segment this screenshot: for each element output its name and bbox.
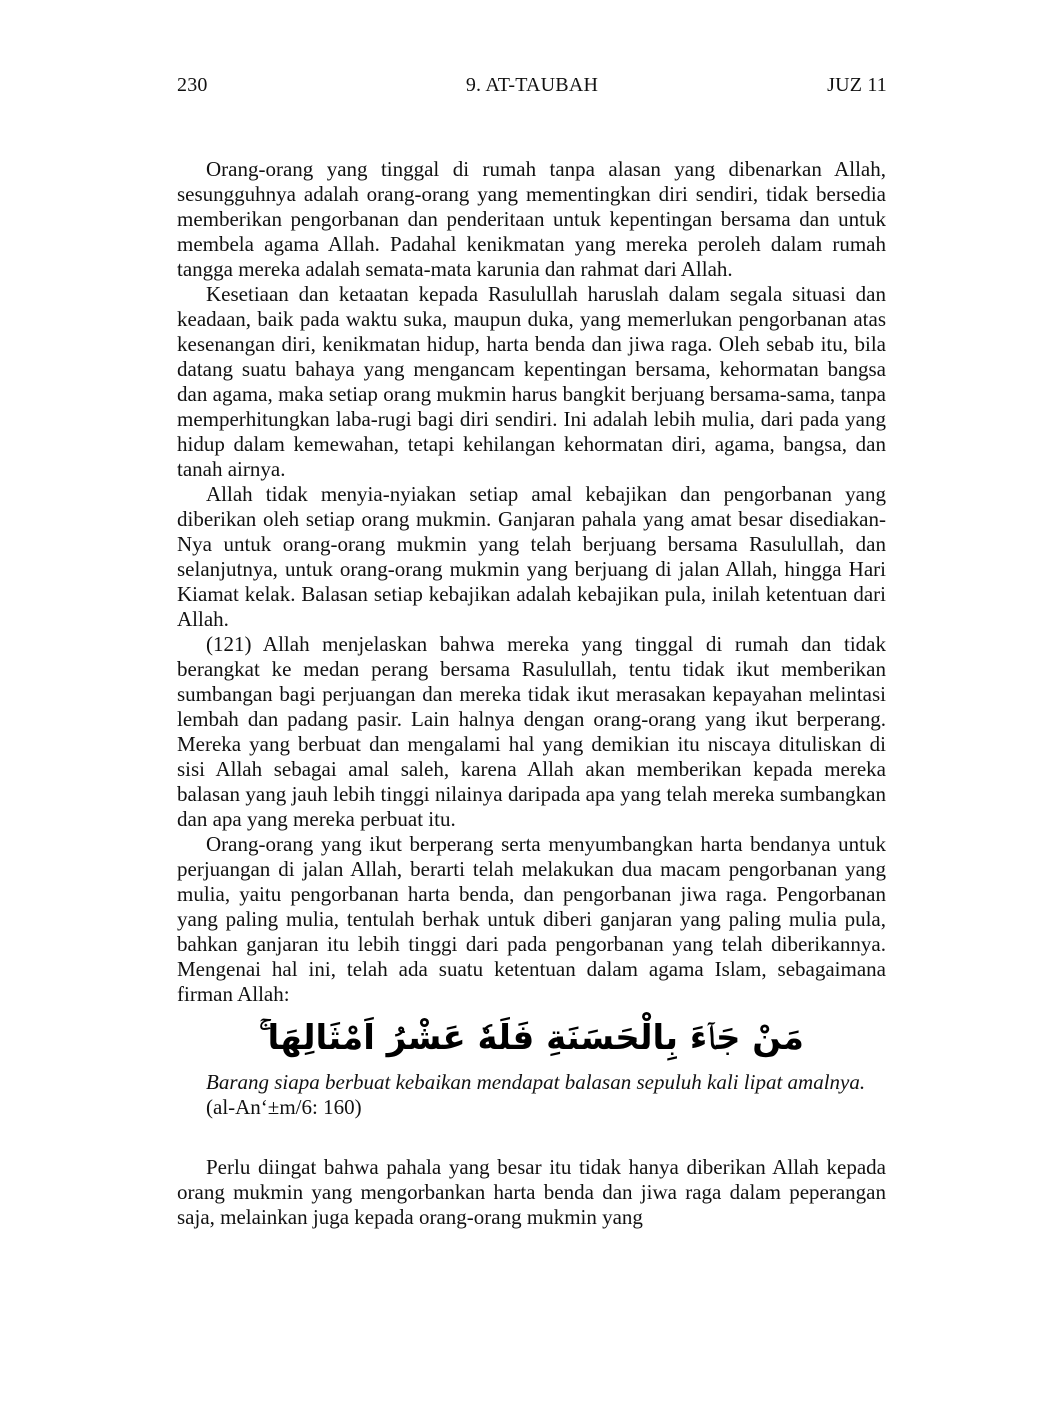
juz-label: JUZ 11 (827, 74, 887, 96)
paragraph: (121) Allah menjelaskan bahwa mereka yang tinggal di rumah dan tidak berangkat ke medan perang bersama Rasulullah, tentu tidak ikut memberikan sumbangan bagi perjuangan dan mereka tidak ikut merasakan kepayahan melintasi lembah dan padang pasir. Lain halnya dengan orang-orang yang ikut berperang. Mereka yang berbuat dan mengalami hal yang demikian itu niscaya dituliskan di sisi Allah sebagai amal saleh, karena Allah akan memberikan kepada mereka balasan yang jauh lebih tinggi nilainya daripada apa yang telah mereka sumbangkan dan apa yang mereka perbuat itu. (177, 632, 886, 831)
arabic-verse-text: مَنْ جَاۤءَ بِالْحَسَنَةِ فَلَهٗ عَشْرُ اَمْثَالِهَا ۚ (259, 1018, 804, 1058)
page-number: 230 (177, 74, 208, 96)
verse-citation: (al-An‘±m/6: 160) (206, 1095, 362, 1119)
page-body (177, 157, 886, 1230)
paragraph: Orang-orang yang tinggal di rumah tanpa alasan yang dibenarkan Allah, sesungguhnya adalah orang-orang yang mementingkan diri sendiri, tidak bersedia memberikan pengorbanan dan penderitaan untuk kepentingan bersama dan untuk membela agama Allah. Padahal kenikmatan yang mereka peroleh dalam rumah tangga mereka adalah semata-mata karunia dan rahmat dari Allah. (177, 157, 886, 281)
paragraph: Kesetiaan dan ketaatan kepada Rasulullah haruslah dalam segala situasi dan keadaan, baik pada waktu suka, maupun duka, yang memerlukan pengorbanan atas kesenangan diri, kenikmatan hidup, harta benda dan jiwa raga. Oleh sebab itu, bila datang suatu bahaya yang mengancam kepentingan bersama, kehormatan bangsa dan agama, maka setiap orang mukmin harus bangkit berjuang bersama-sama, tanpa memperhitungkan laba-rugi bagi diri sendiri. Ini adalah lebih mulia, dari pada yang hidup dalam kemewahan, tetapi kehilangan kehormatan diri, agama, bangsa, dan tanah airnya. (177, 282, 886, 481)
page-header (177, 74, 887, 102)
spacer (177, 1120, 886, 1155)
verse-translation: Barang siapa berbuat kebaikan mendapat balasan sepuluh kali lipat amalnya. (206, 1070, 866, 1094)
paragraph: Perlu diingat bahwa pahala yang besar itu tidak hanya diberikan Allah kepada orang mukmin yang mengorbankan harta benda dan jiwa raga dalam peperangan saja, melainkan juga kepada orang-orang mukmin yang (177, 1155, 886, 1229)
paragraph: Orang-orang yang ikut berperang serta menyumbangkan harta bendanya untuk perjuangan di jalan Allah, berarti telah melakukan dua macam pengorbanan yang mulia, yaitu pengorbanan harta benda, dan pengorbanan jiwa raga. Pengorbanan yang paling mulia, tentulah berhak untuk diberi ganjaran yang paling mulia pula, bahkan ganjaran itu lebih tinggi dari pada pengorbanan yang telah diberikannya. Mengenai hal ini, telah ada suatu ketentuan dalam agama Islam, sebagaimana firman Allah: (177, 832, 886, 1006)
quran-verse (177, 1009, 886, 1067)
chapter-title: 9. AT-TAUBAH (465, 74, 599, 96)
paragraph: Allah tidak menyia-nyiakan setiap amal kebajikan dan pengorbanan yang diberikan oleh setiap orang mukmin. Ganjaran pahala yang amat besar disediakan-Nya untuk orang-orang mukmin yang telah berjuang bersama Rasulullah, dan selanjutnya, untuk orang-orang mukmin yang berjuang di jalan Allah, hingga Hari Kiamat kelak. Balasan setiap kebajikan adalah kebajikan pula, inilah ketentuan dari Allah. (177, 482, 886, 631)
